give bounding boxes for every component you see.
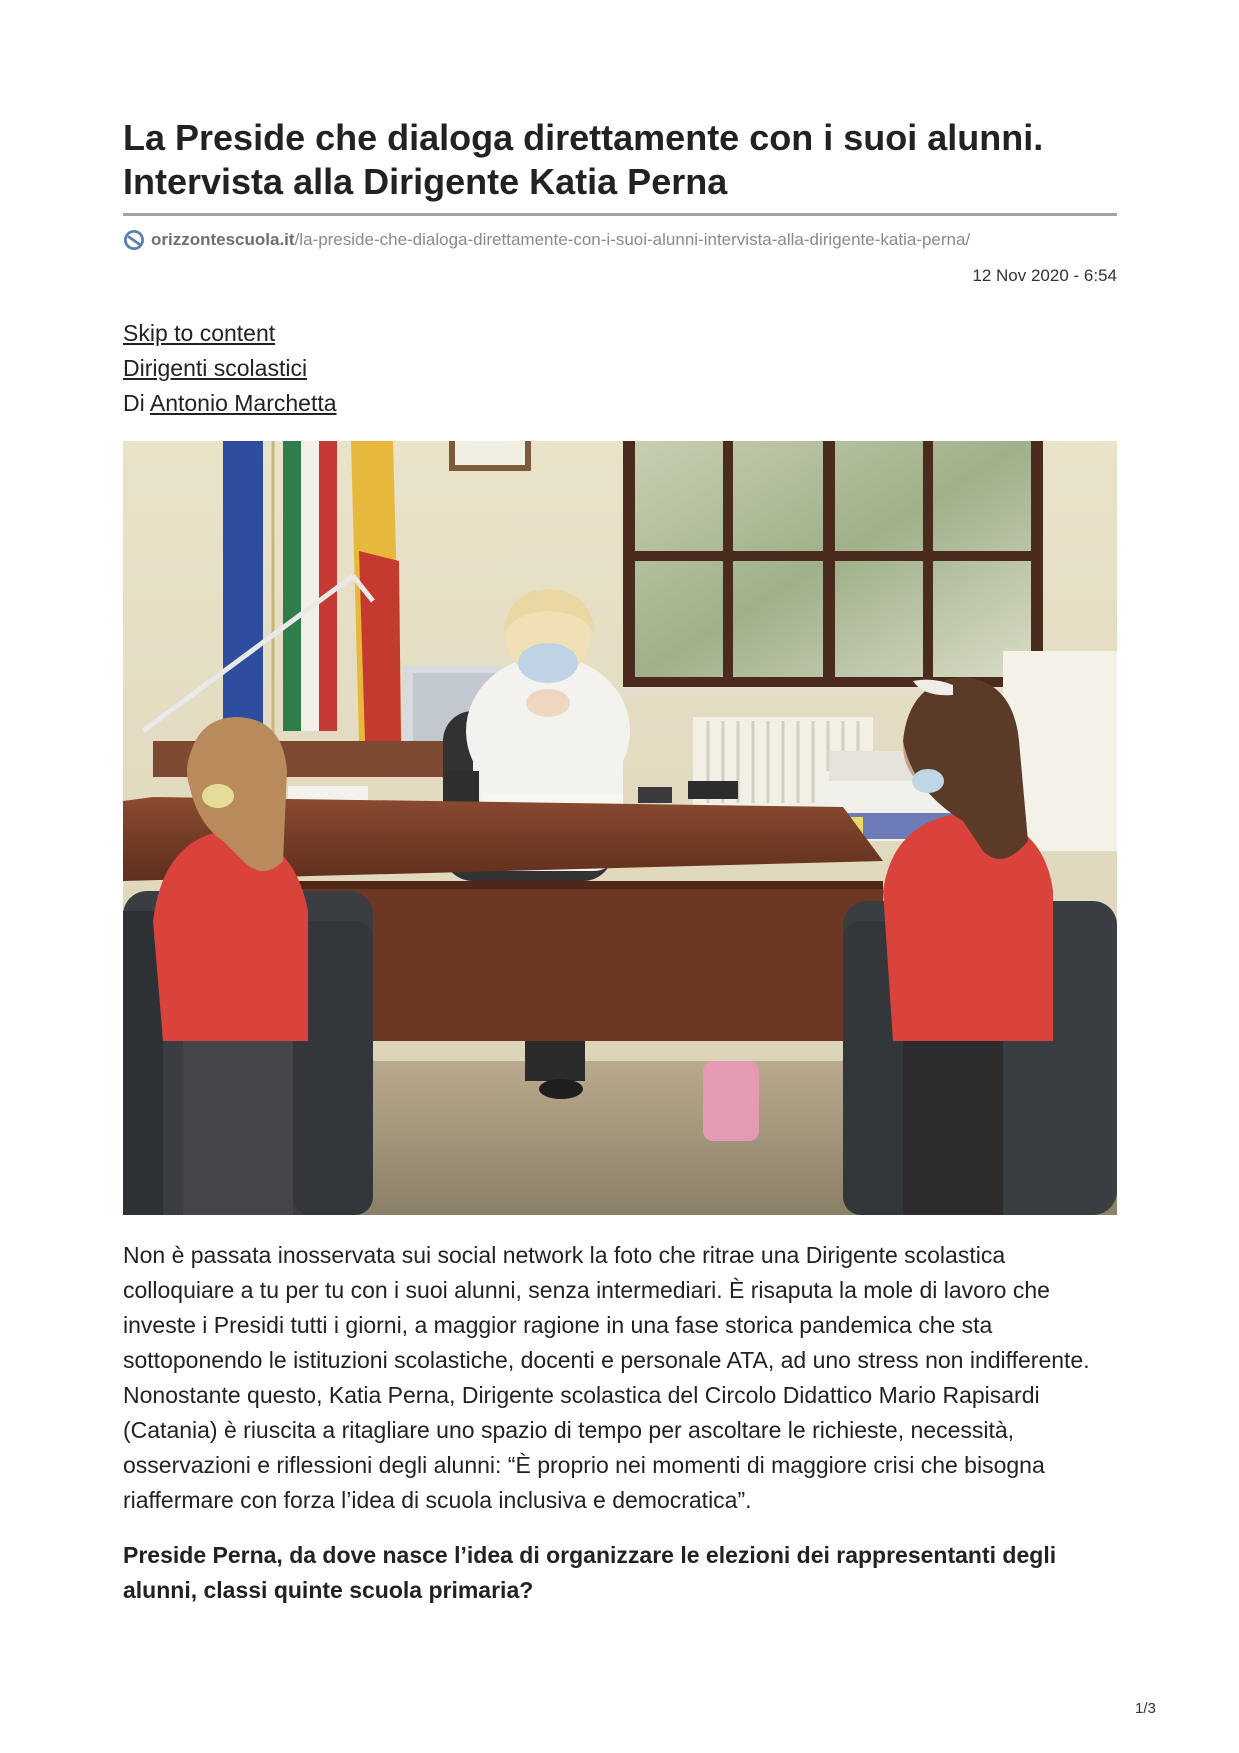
author-prefix: Di — [123, 390, 145, 416]
publication-date: 12 Nov 2020 - 6:54 — [972, 266, 1117, 285]
office-photo-illustration — [123, 441, 1117, 1215]
article-title — [123, 116, 1117, 204]
article-title-line-2: Intervista alla Dirigente Katia Perna — [123, 161, 728, 202]
source-path: /la-preside-che-dialoga-direttamente-con-i-suoi-alunni-intervista-alla-dirigente-katia-perna/ — [294, 230, 971, 249]
source-url — [123, 228, 1117, 252]
author-link[interactable]: Antonio Marchetta — [149, 390, 337, 416]
category-link[interactable]: Dirigenti scolastici — [123, 355, 308, 381]
page-number: 1/3 — [1135, 1700, 1156, 1717]
source-domain: orizzontescuola.it — [151, 230, 295, 249]
article-nav — [123, 316, 337, 421]
article-title-line-1: La Preside che dialoga direttamente con i suoi alunni. — [123, 117, 1044, 158]
author-line — [123, 386, 337, 421]
title-divider — [123, 213, 1117, 216]
skip-to-content-link[interactable]: Skip to content — [123, 320, 276, 346]
article-photo — [123, 441, 1117, 1215]
site-logo-icon — [123, 229, 145, 251]
article-paragraph-1: Non è passata inosservata sui social network la foto che ritrae una Dirigente scolastica colloquiare a tu per tu con i suoi alunni, senza intermediari. È risaputa la mole di lavoro che investe i Presidi tutti i giorni, a maggior ragione in una fase storica pandemica che sta sottoponendo le istituzioni scolastiche, docenti e personale ATA, ad uno stress non indifferente. Nonostante questo, Katia Perna, Dirigente scolastica del Circolo Didattico Mario Rapisardi (Catania) è riuscita a ritagliare uno spazio di tempo per ascoltare le richieste, necessità, osservazioni e riflessioni degli alunni: “È proprio nei momenti di maggiore crisi che bisogna riaffermare con forza l’idea di scuola inclusiva e democratica”. — [123, 1242, 1090, 1513]
interview-question-1: Preside Perna, da dove nasce l’idea di organizzare le elezioni dei rappresentanti degli alunni, classi quinte scuola primaria? — [123, 1542, 1057, 1603]
